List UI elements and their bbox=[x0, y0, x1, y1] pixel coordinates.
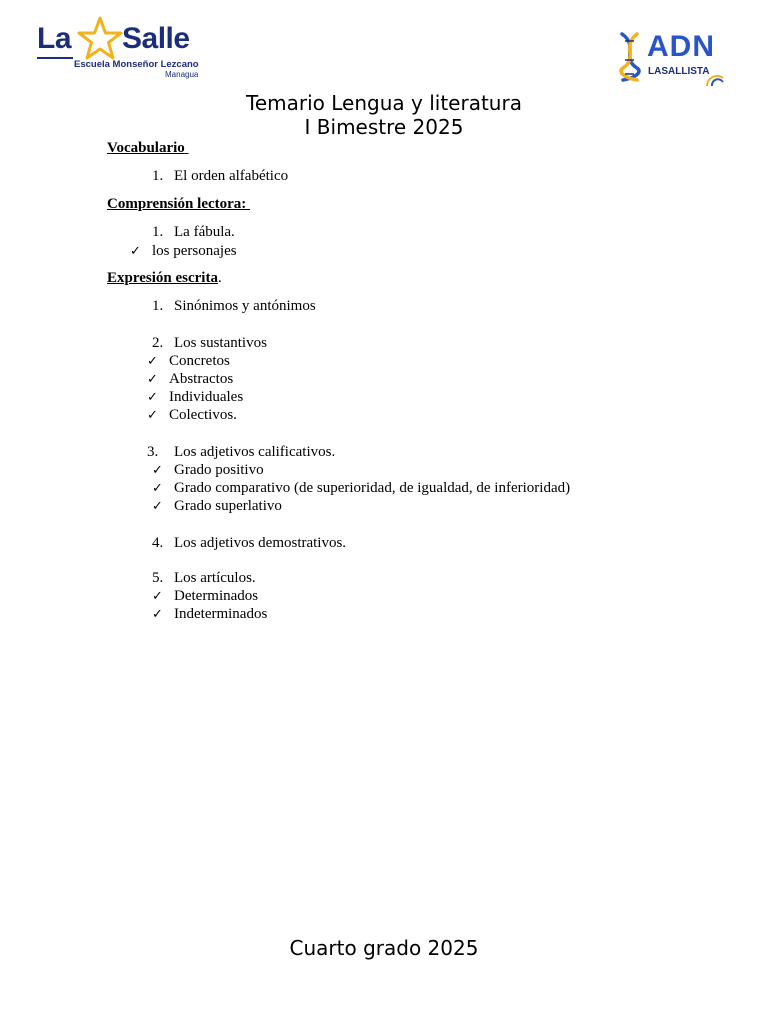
list-item: 4. Los adjetivos demostrativos. bbox=[152, 535, 347, 551]
check-icon: ✓ bbox=[130, 244, 141, 259]
check-icon: ✓ bbox=[147, 390, 158, 405]
sub-list-item: ✓ Indeterminados bbox=[152, 606, 268, 622]
lasalle-logo-city: Managua bbox=[165, 70, 199, 79]
dna-icon bbox=[617, 32, 643, 82]
check-icon: ✓ bbox=[152, 463, 163, 478]
lasalle-logo-la: La bbox=[37, 22, 72, 55]
lasalle-logo-salle: Salle bbox=[122, 22, 190, 55]
sub-list-item: ✓ Determinados bbox=[152, 588, 259, 604]
list-item: 3. Los adjetivos calificativos. bbox=[147, 444, 336, 460]
check-icon: ✓ bbox=[147, 354, 158, 369]
lasalle-logo bbox=[37, 16, 217, 80]
list-item: 2. Los sustantivos bbox=[152, 335, 267, 351]
document-title: Temario Lengua y literatura bbox=[246, 91, 522, 115]
sub-list-item: ✓ los personajes bbox=[130, 243, 237, 259]
section-heading-expresion: Expresión escrita. bbox=[107, 270, 222, 286]
adn-lasallista-logo bbox=[617, 30, 727, 88]
sub-list-item: ✓ Individuales bbox=[147, 389, 244, 405]
footer-grade: Cuarto grado 2025 bbox=[289, 936, 479, 960]
star-icon bbox=[77, 16, 123, 62]
check-icon: ✓ bbox=[152, 589, 163, 604]
sub-list-item: ✓ Concretos bbox=[147, 353, 230, 369]
list-item: 1. El orden alfabético bbox=[152, 168, 289, 184]
wave-icon bbox=[705, 74, 725, 86]
adn-logo-subtext: LASALLISTA bbox=[648, 66, 710, 77]
check-icon: ✓ bbox=[152, 499, 163, 514]
document-subtitle: I Bimestre 2025 bbox=[304, 115, 464, 139]
check-icon: ✓ bbox=[147, 372, 158, 387]
list-item: 1. Sinónimos y antónimos bbox=[152, 298, 316, 314]
sub-list-item: ✓ Colectivos. bbox=[147, 407, 237, 423]
check-icon: ✓ bbox=[152, 481, 163, 496]
lasalle-logo-school: Escuela Monseñor Lezcano bbox=[74, 59, 199, 70]
sub-list-item: ✓ Grado superlativo bbox=[152, 498, 282, 514]
sub-list-item: ✓ Abstractos bbox=[147, 371, 234, 387]
section-heading-comprension: Comprensión lectora: bbox=[107, 196, 247, 212]
check-icon: ✓ bbox=[152, 607, 163, 622]
list-item: 1. La fábula. bbox=[152, 224, 235, 240]
lasalle-logo-divider bbox=[37, 57, 73, 59]
list-item: 5. Los artículos. bbox=[152, 570, 256, 586]
check-icon: ✓ bbox=[147, 408, 158, 423]
sub-list-item: ✓ Grado positivo bbox=[152, 462, 264, 478]
sub-list-item: ✓ Grado comparativo (de superioridad, de igualdad, de inferioridad) bbox=[152, 480, 571, 496]
section-heading-vocabulario: Vocabulario bbox=[107, 140, 185, 156]
adn-logo-text: ADN bbox=[647, 30, 715, 63]
